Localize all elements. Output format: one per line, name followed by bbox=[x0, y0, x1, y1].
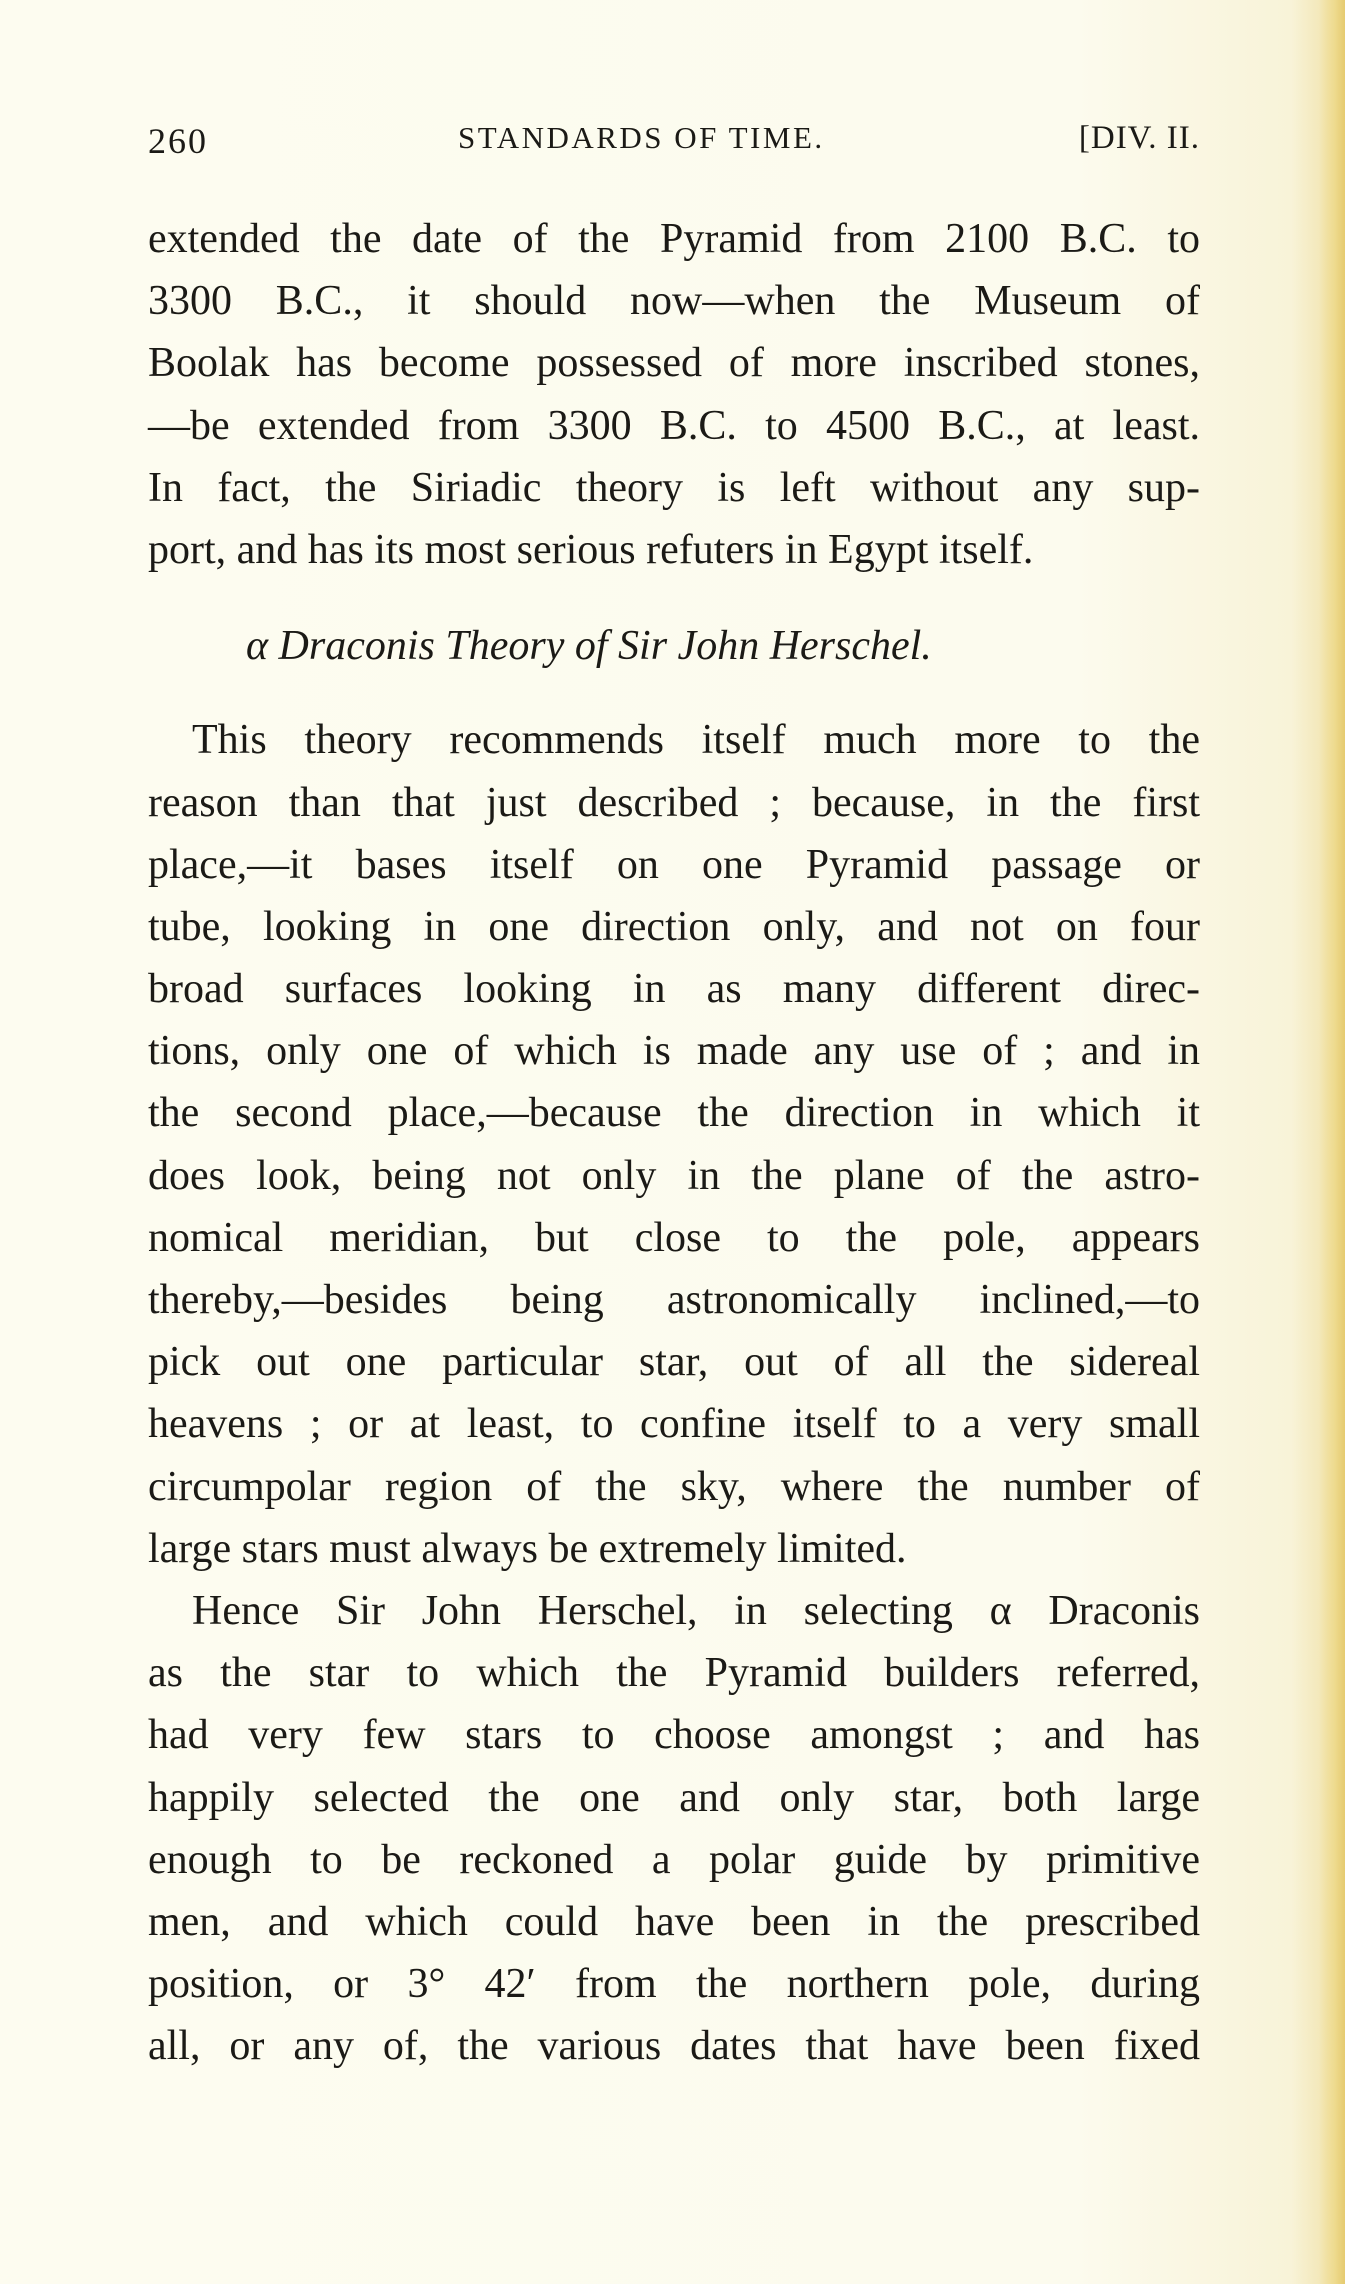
text-line: men, and which could have been in the prescribed bbox=[148, 1898, 1200, 1945]
text-line: extended the date of the Pyramid from 2100 B.C. to bbox=[148, 216, 1200, 262]
page-edge bbox=[1319, 0, 1345, 2284]
division-label: [DIV. II. bbox=[1078, 120, 1200, 156]
text-line: tions, only one of which is made any use of ; and in bbox=[148, 1028, 1200, 1075]
paragraph-2 bbox=[148, 709, 1200, 1580]
section-heading: α Draconis Theory of Sir John Herschel. bbox=[246, 623, 932, 670]
text-line: enough to be reckoned a polar guide by primitive bbox=[148, 1836, 1200, 1883]
text-line: 3300 B.C., it should now—when the Museum of bbox=[148, 278, 1200, 325]
text-line: In fact, the Siriadic theory is left without any sup- bbox=[148, 464, 1200, 511]
text-line: happily selected the one and only star, both large bbox=[148, 1774, 1200, 1821]
text-line: all, or any of, the various dates that have been fixed bbox=[148, 2023, 1200, 2070]
text-line: the second place,—because the direction in which it bbox=[148, 1090, 1200, 1137]
text-line: broad surfaces looking in as many different direc- bbox=[148, 966, 1200, 1013]
running-title: STANDARDS OF TIME. bbox=[458, 120, 825, 155]
text-line: Hence Sir John Herschel, in selecting α Draconis bbox=[192, 1587, 1200, 1634]
text-line: had very few stars to choose amongst ; and has bbox=[148, 1712, 1200, 1759]
text-line: pick out one particular star, out of all the sidereal bbox=[148, 1339, 1200, 1386]
text-line: place,—it bases itself on one Pyramid passage or bbox=[148, 841, 1200, 888]
text-line: Boolak has become possessed of more inscribed stones, bbox=[148, 340, 1200, 387]
text-line: —be extended from 3300 B.C. to 4500 B.C., at least. bbox=[148, 402, 1200, 449]
text-line: port, and has its most serious refuters in Egypt itself. bbox=[148, 526, 1034, 573]
text-line: circumpolar region of the sky, where the number of bbox=[148, 1463, 1200, 1510]
text-line: thereby,—besides being astronomically inclined,—to bbox=[148, 1277, 1200, 1323]
text-line: reason than that just described ; because, in the first bbox=[148, 779, 1200, 826]
page-number: 260 bbox=[148, 121, 208, 161]
paragraph-3 bbox=[148, 1580, 1200, 2078]
text-line: This theory recommends itself much more to the bbox=[192, 717, 1200, 764]
text-line: large stars must always be extremely limited. bbox=[148, 1525, 907, 1572]
paragraph-1 bbox=[148, 208, 1200, 581]
text-line: tube, looking in one direction only, and not on four bbox=[148, 903, 1200, 950]
text-line: as the star to which the Pyramid builders referred, bbox=[148, 1650, 1200, 1697]
running-header bbox=[148, 120, 1200, 176]
text-line: heavens ; or at least, to confine itself to a very small bbox=[148, 1401, 1200, 1448]
text-line: position, or 3° 42′ from the northern pole, during bbox=[148, 1961, 1200, 2008]
text-line: does look, being not only in the plane of the astro- bbox=[148, 1152, 1200, 1199]
text-line: nomical meridian, but close to the pole, appears bbox=[148, 1214, 1200, 1261]
body-text bbox=[148, 208, 1200, 2077]
